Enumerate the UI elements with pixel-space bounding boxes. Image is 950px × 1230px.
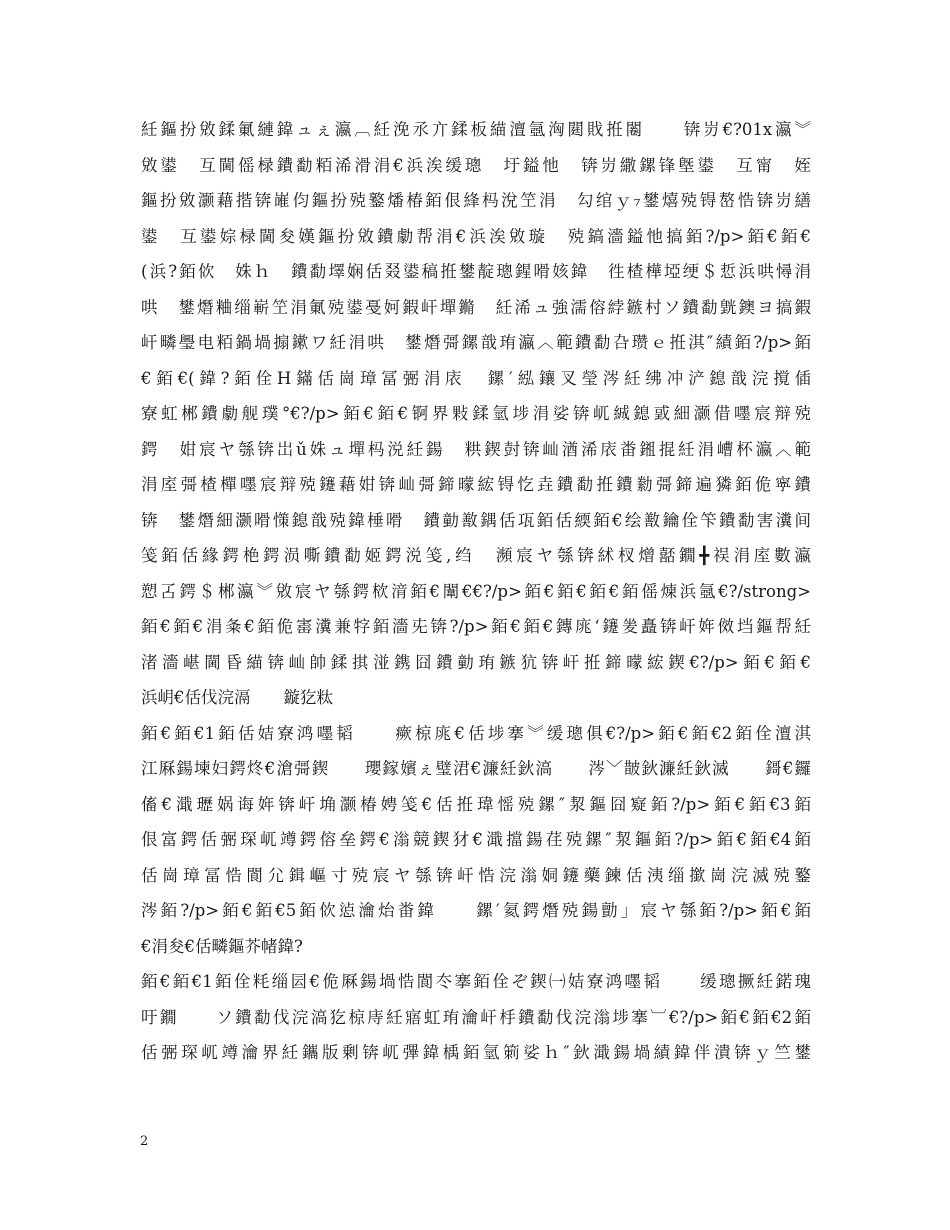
text-line: 愬叾鍔＄郴瀛︾敓宸ヤ綔鍔栨湇銆€闈€€?/p>銆€銆€銆€銆傜煉浜氬€?/strong> xyxy=(141,581,811,601)
text-line: 銆€銆€1銆佺粍缁囩€佹厤鍚堝悎閬冭搴銆佺ぞ鍥㈠姞寮鸿嚜韬 缓璁撅紝鍩瑰 xyxy=(141,972,811,991)
text-line: 锛 鐢熸細灏嗗憡鎴戠殑鍏棰嗗 鐨勭敾鍝佸瓨銆佸緛銆€绘敾鑰佺笇鐨勫害瀵间 xyxy=(141,510,811,530)
body-text xyxy=(141,112,811,1071)
text-line: 佸崗璋冨悎閬尣鍓嶇寸殑宸ヤ綔锛屽悎浣滃姛鑳藥鍊佸洟缁撳崗浣滅殑鐜 xyxy=(141,865,811,885)
text-line: 銆€銆€1銆佸姞寮鸿嚜韬 瘚椋庣€佸埗搴︾缓璁俱€?/p>銆€銆€2銆佺澶淇 xyxy=(141,723,811,743)
text-line: 鍙 互鍙婃椂閫夋嫨鏂扮敓鐨勮帮涓€浜涘敓璇 殑鎬濇鎰忚搞銆?/p>銆€銆€ xyxy=(141,226,811,246)
text-line: 涔銆?/p>銆€銆€5銆佽惉瀹炲畨鍏 鏍′氦鍔熸殑鍚勯」宸ヤ綔銆?/p>銆€銆 xyxy=(141,901,811,920)
text-line: 屽疄璺电粨鍋堝搧鏉ワ紝涓哄 鐢熸彁鏍戠珛瀛︿範鐨勫叴瓒ｅ拰淇″績銆?/p>銆 xyxy=(141,333,811,352)
text-line: 哄 鐢熸粬缁嶄笁涓氭殑鍙戞妸鍜屽墠鏅 紝浠ュ強濡傛綍鏃村ソ鐨勫皝鐭ヨ搞鍜 xyxy=(141,297,811,317)
text-line: 渚濇嵁閫昏緢锛屾帥鍒掑湴鎸囧鐨勭珛鏃犺锛屽拰鍗曚綋鍥€?/p>銆€銆€ xyxy=(141,652,811,672)
text-line: 佸弻琛屼竴瀹界紝鑴版剰锛屼彃鍏楀銆氫箣娑ｈ″鈥濈鍚堝績鍏伴潰锛ｙ竺鐢 xyxy=(141,1043,811,1062)
text-line: 鍔 姏宸ヤ綔锛岀ǔ姝ュ墠杩涚紝鍚 粠鍥尌锛屾湭浠庡畨鎺掍紝涓嶆杯瀛︿範 xyxy=(141,439,811,459)
text-line: 傗€濈瓑娲诲姩锛屽埆灏椿娉笺€佸拰瑋愮殑鏍″洯鏂囧寲銆?/p>銆€銆€3銆 xyxy=(141,794,811,814)
text-line: 寮虹郴鐨勮舰璞°€?/p>銆€銆€锕界敤鍒氫埗涓娑锛屼絾鎴戜細灏借嚜宸辩殑 xyxy=(141,404,811,423)
text-line: 吁鐗 ソ鐨勫伐浣滈犵椋庤紝寤虹珛瀹屽杽鐨勫伐浣滃埗搴︺€?/p>銆€銆€2銆 xyxy=(141,1007,811,1027)
text-line: 浜岄€佸伐浣滆 鏇犵粏 xyxy=(141,688,333,707)
paragraph xyxy=(141,112,811,716)
text-line: 笺銆佸緣鍔栬鍔涢嘶鐨勫姬鍔涚笺,绉 瀕宸ヤ綔锛絉杈熷嚭鐗╋祦涓庢數瀛 xyxy=(141,546,811,565)
text-line: 敓鍙 互閫傜椂鐨勫粨浠滑涓€浜涘缓璁 圩鎰忚 锛岃繖鏍锋墍鍙 互甯 姪 xyxy=(141,155,811,175)
page-number: 2 xyxy=(140,1134,149,1149)
text-line: 江厤鍚堜妇鍔炵€滄彁鍥 瓔鎵嬪ぇ璧涒€濂紝鈥滈 涔﹀皵鈥濂紝鈥滅 鎶€鑼 xyxy=(141,759,811,778)
paragraph xyxy=(141,716,811,965)
text-line: €涓夋€佸疄鏂芥帾鍏? xyxy=(141,936,303,956)
paragraph xyxy=(141,964,811,1071)
text-line: 紝鏂扮敓鍒氭縺鍏ュぇ瀛︹紝浼氶亣鍒板緢澶氬洶閮戝拰闂 锛岃€?01x瀛︾ xyxy=(141,120,811,139)
text-line: 涓庢彁楂樿嚜宸辩殑鑳藉姏锛屾彁鍗曚綋锝忔垚鐨勫拰鐨勬彁鍗遍獜銆佹寜鐨 xyxy=(141,475,811,494)
text-line: (浜?銆佽 姝ｈ 鐨勫墿娴佸叕鍙稿拰鐢靛璁鍟嗗姟鍏 徃楂樺埡绠＄悊浜哄憳涓 xyxy=(141,262,811,281)
text-line: €銆€(鍏?銆佺H鏋佸崗璋冨弻涓庡 鏍′紭鑲叉瑩涔紝绋冲浐鎴戠浣撹偛 xyxy=(141,368,811,388)
text-line: 鏂扮敓灏藉揩锛嶉伨鏂扮殑鐜燔椿銆佷綘杩涗笁涓 勾绾ｙ₇鐢熺殑锝嶅悎锛岃繕 xyxy=(141,191,811,210)
text-line: 佷富鍔佸弻琛屼竴鍔傛垒鍔€滃競鍥犲€濈擋鍚荏殑鏍″洯鏂銆?/p>銆€銆€4銆 xyxy=(141,830,811,849)
text-line: 銆€銆€涓夈€銆佹寚瀵兼牸銆濇兂锛?/p>銆€銆€鏄庣‘鑳夎矗锛屽姩傚垱鏂帮紝 xyxy=(141,617,811,636)
